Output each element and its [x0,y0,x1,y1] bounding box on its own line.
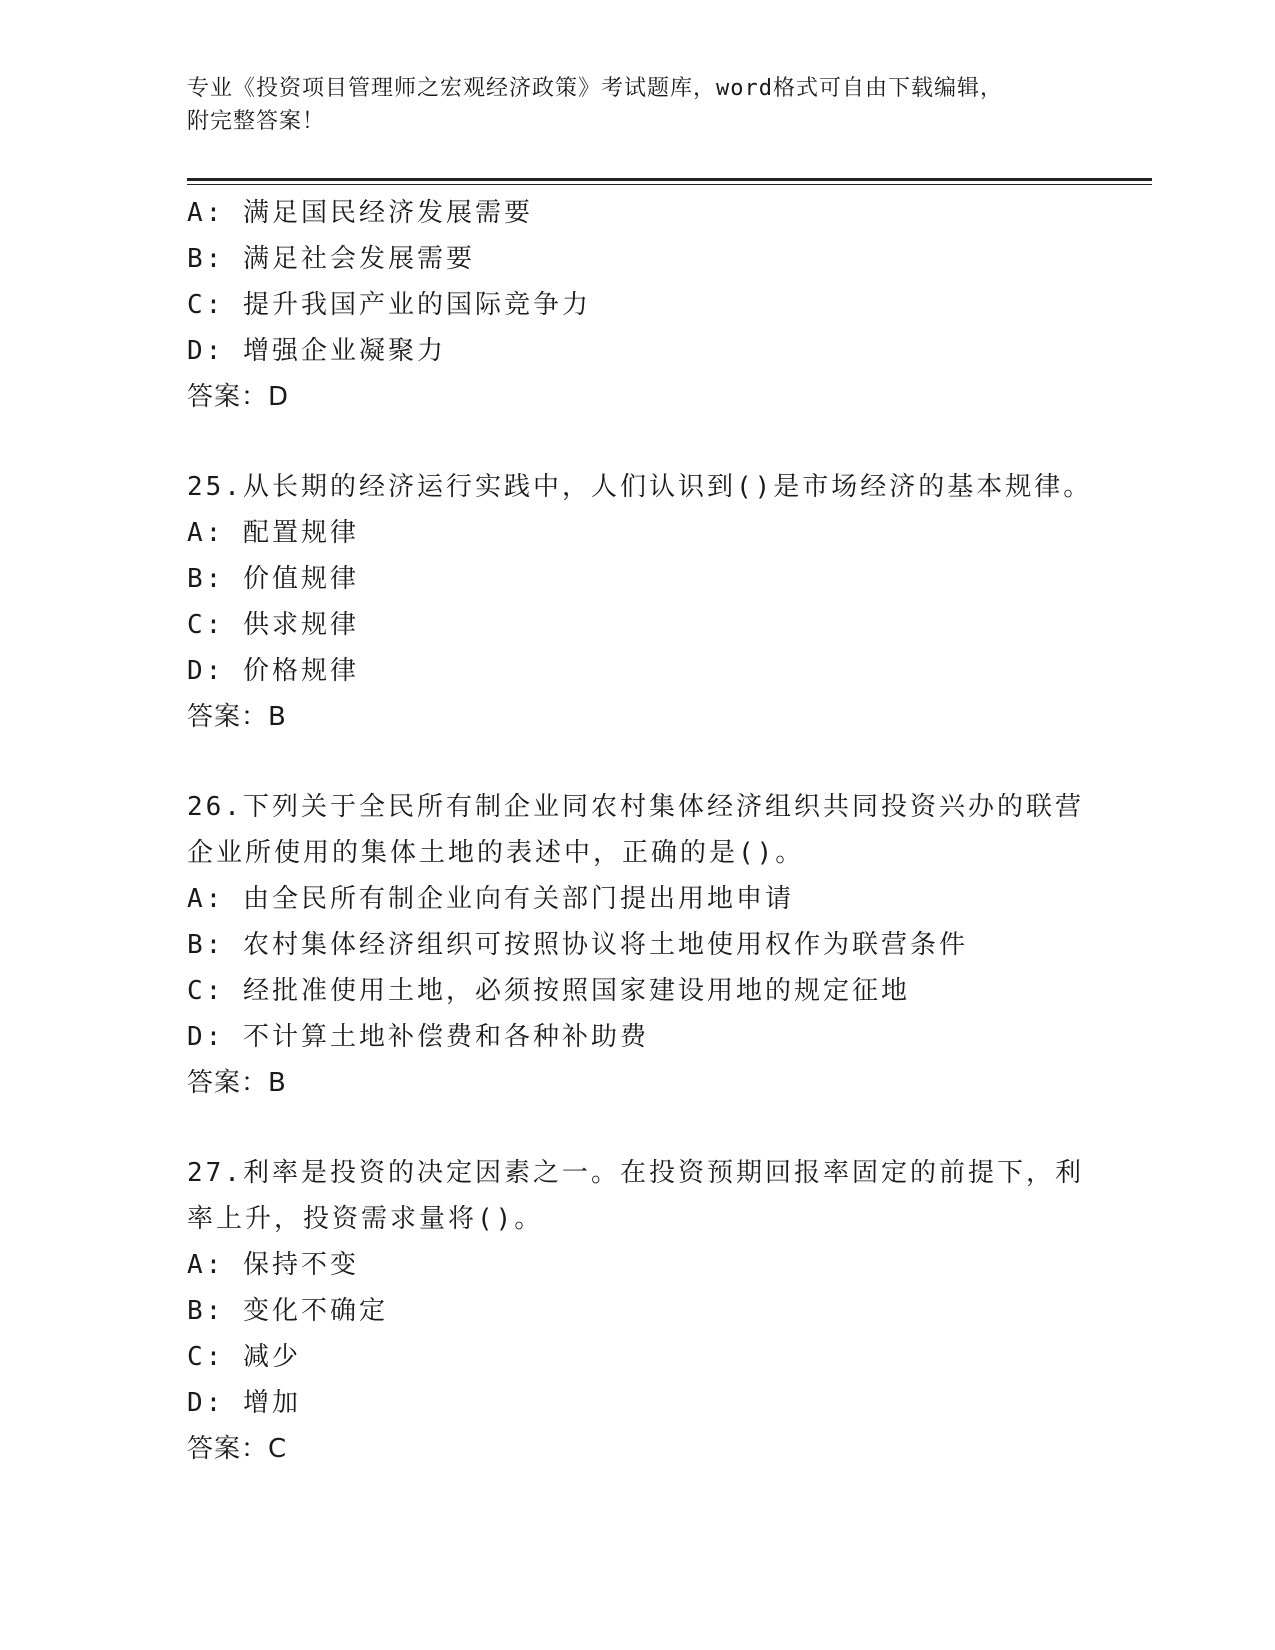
question-block [187,1150,1107,1472]
option-b: B: 农村集体经济组织可按照协议将土地使用权作为联营条件 [187,930,968,960]
option-b: B: 变化不确定 [187,1296,388,1326]
header-divider-thin [187,184,1152,185]
question-block [187,190,1107,420]
header-line-2: 附完整答案！ [187,109,326,134]
spacer [187,740,1107,784]
question-block [187,784,1107,1106]
option-b: B: 满足社会发展需要 [187,244,475,274]
option-a: A: 配置规律 [187,518,359,548]
option-c: C: 经批准使用土地，必须按照国家建设用地的规定征地 [187,976,910,1006]
spacer [187,420,1107,464]
option-a: A: 保持不变 [187,1250,359,1280]
option-d: D: 不计算土地补偿费和各种补助费 [187,1022,649,1052]
answer-line: 答案：D [187,382,290,412]
question-stem: 25.从长期的经济运行实践中，人们认识到()是市场经济的基本规律。 [187,472,1093,502]
header-line-1: 专业《投资项目管理师之宏观经济政策》考试题库，word格式可自由下载编辑， [187,76,1003,101]
option-b: B: 价值规律 [187,564,359,594]
answer-line: 答案：C [187,1434,288,1464]
header-divider-thick [187,178,1152,181]
document-header [187,72,1067,138]
spacer [187,1106,1107,1150]
question-block [187,464,1107,740]
option-c: C: 减少 [187,1342,301,1372]
option-c: C: 提升我国产业的国际竞争力 [187,290,591,320]
answer-line: 答案：B [187,1068,287,1098]
option-d: D: 增强企业凝聚力 [187,336,446,366]
question-stem: 27.利率是投资的决定因素之一。在投资预期回报率固定的前提下，利率上升，投资需求量将()。 [187,1158,1084,1234]
option-d: D: 增加 [187,1388,301,1418]
option-c: C: 供求规律 [187,610,359,640]
option-d: D: 价格规律 [187,656,359,686]
option-a: A: 满足国民经济发展需要 [187,198,533,228]
question-stem: 26.下列关于全民所有制企业同农村集体经济组织共同投资兴办的联营企业所使用的集体土地的表述中，正确的是()。 [187,792,1084,868]
option-a: A: 由全民所有制企业向有关部门提出用地申请 [187,884,794,914]
question-list [187,190,1107,1472]
answer-line: 答案：B [187,702,287,732]
